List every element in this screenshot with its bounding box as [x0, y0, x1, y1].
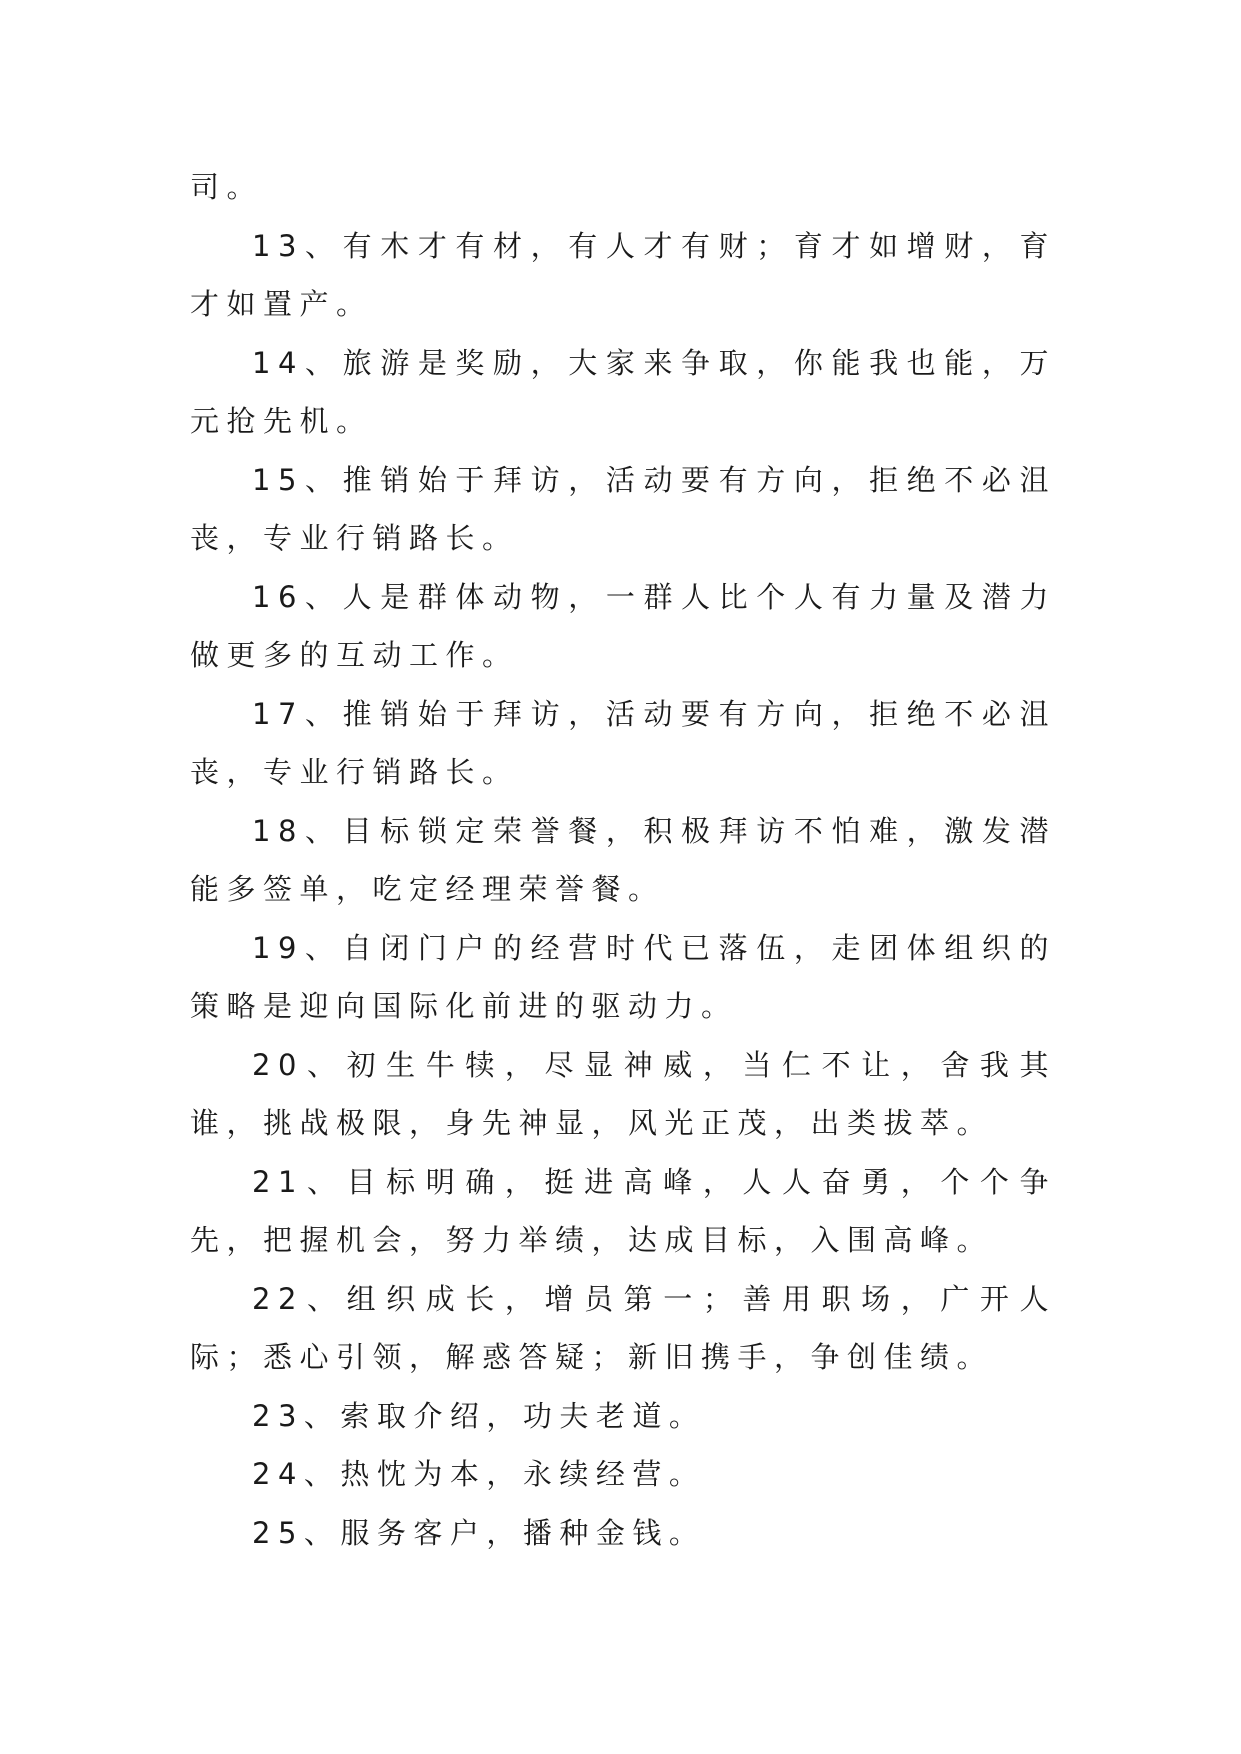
paragraph-item-14: 14、旅游是奖励，大家来争取，你能我也能，万元抢先机。	[190, 345, 1056, 438]
paragraph-continuation: 司。	[190, 170, 264, 204]
paragraph-item-24: 24、热忱为本，永续经营。	[252, 1457, 706, 1491]
paragraph-item-17: 17、推销始于拜访，活动要有方向，拒绝不必沮丧，专业行销路长。	[190, 696, 1056, 789]
document-body	[190, 158, 1056, 1562]
paragraph-item-21: 21、目标明确，挺进高峰，人人奋勇，个个争先，把握机会，努力举绩，达成目标，入围高峰。	[190, 1164, 1056, 1257]
paragraph-item-22: 22、组织成长，增员第一；善用职场，广开人际；悉心引领，解惑答疑；新旧携手，争创佳绩。	[190, 1281, 1056, 1374]
paragraph-item-23: 23、索取介绍，功夫老道。	[252, 1398, 706, 1433]
paragraph-item-18: 18、目标锁定荣誉餐，积极拜访不怕难，激发潜能多签单，吃定经理荣誉餐。	[190, 813, 1056, 906]
paragraph-item-25: 25、服务客户，播种金钱。	[252, 1515, 706, 1550]
paragraph-item-20: 20、初生牛犊，尽显神威，当仁不让，舍我其谁，挑战极限，身先神显，风光正茂，出类拔萃。	[190, 1047, 1056, 1140]
paragraph-item-16: 16、人是群体动物，一群人比个人有力量及潜力做更多的互动工作。	[190, 579, 1056, 672]
paragraph-item-15: 15、推销始于拜访，活动要有方向，拒绝不必沮丧，专业行销路长。	[190, 462, 1056, 555]
paragraph-item-13: 13、有木才有材，有人才有财；育才如增财，育才如置产。	[190, 228, 1056, 321]
paragraph-item-19: 19、自闭门户的经营时代已落伍，走团体组织的策略是迎向国际化前进的驱动力。	[190, 930, 1056, 1023]
